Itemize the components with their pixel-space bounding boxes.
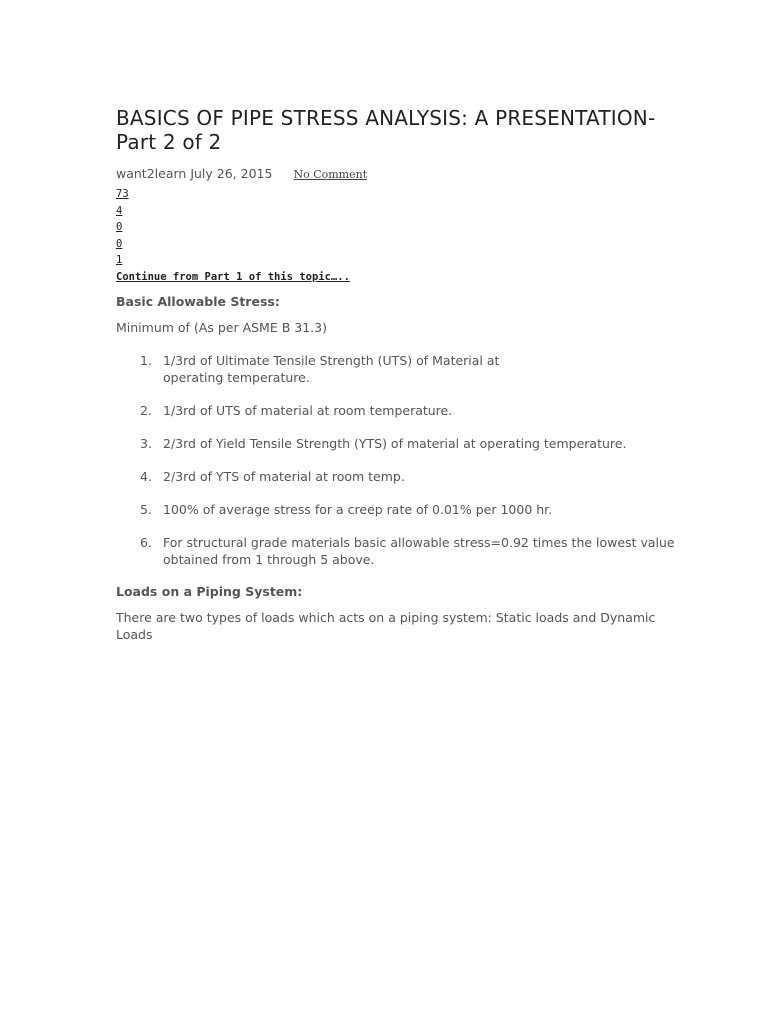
share-count-link[interactable]: 1	[116, 254, 123, 266]
list-item	[116, 402, 676, 419]
page-title: BASICS OF PIPE STRESS ANALYSIS: A PRESENTATION-Part 2 of 2	[116, 106, 656, 154]
post-date: July 26, 2015	[190, 166, 273, 181]
share-count-link[interactable]: 0	[116, 237, 123, 250]
allowable-stress-intro: Minimum of (As per ASME B 31.3)	[116, 319, 327, 335]
list-item-text: 2/3rd of Yield Tensile Strength (YTS) of material at operating temperature.	[163, 435, 627, 451]
list-item-text: 1/3rd of Ultimate Tensile Strength (UTS) of Material at operating temperature.	[163, 352, 500, 385]
list-item-number: 4.	[140, 468, 152, 484]
author-name[interactable]: want2learn	[116, 166, 187, 181]
continue-part-1-link[interactable]: Continue from Part 1 of this topic…..	[116, 270, 350, 283]
list-item	[116, 468, 676, 485]
loads-paragraph: There are two types of loads which acts on a piping system: Static loads and Dynamic Loads	[116, 609, 656, 642]
post-meta	[116, 166, 676, 183]
list-item	[116, 534, 676, 568]
list-item-text: 1/3rd of UTS of material at room temperature.	[163, 402, 453, 418]
list-item-number: 1.	[140, 352, 152, 368]
list-item	[116, 352, 676, 386]
list-item-number: 5.	[140, 501, 152, 517]
share-count-link[interactable]: 4	[116, 204, 123, 217]
loads-heading: Loads on a Piping System:	[116, 583, 303, 599]
allowable-stress-list	[116, 352, 676, 568]
comment-link[interactable]: No Comment	[293, 168, 368, 181]
share-counts	[116, 186, 676, 269]
share-count-link[interactable]: 73	[116, 188, 129, 200]
share-count-link[interactable]: 0	[116, 221, 123, 233]
list-item-text: 2/3rd of YTS of material at room temp.	[163, 468, 405, 484]
allowable-stress-heading: Basic Allowable Stress:	[116, 293, 280, 309]
list-item	[116, 501, 676, 518]
list-item-number: 6.	[140, 534, 152, 550]
list-item-number: 2.	[140, 402, 152, 418]
list-item-text: 100% of average stress for a creep rate of 0.01% per 1000 hr.	[163, 501, 553, 517]
article	[116, 106, 676, 643]
list-item-text: For structural grade materials basic allowable stress=0.92 times the lowest value obtained from 1 through 5 above.	[163, 534, 675, 567]
list-item-number: 3.	[140, 435, 152, 451]
list-item	[116, 435, 676, 452]
